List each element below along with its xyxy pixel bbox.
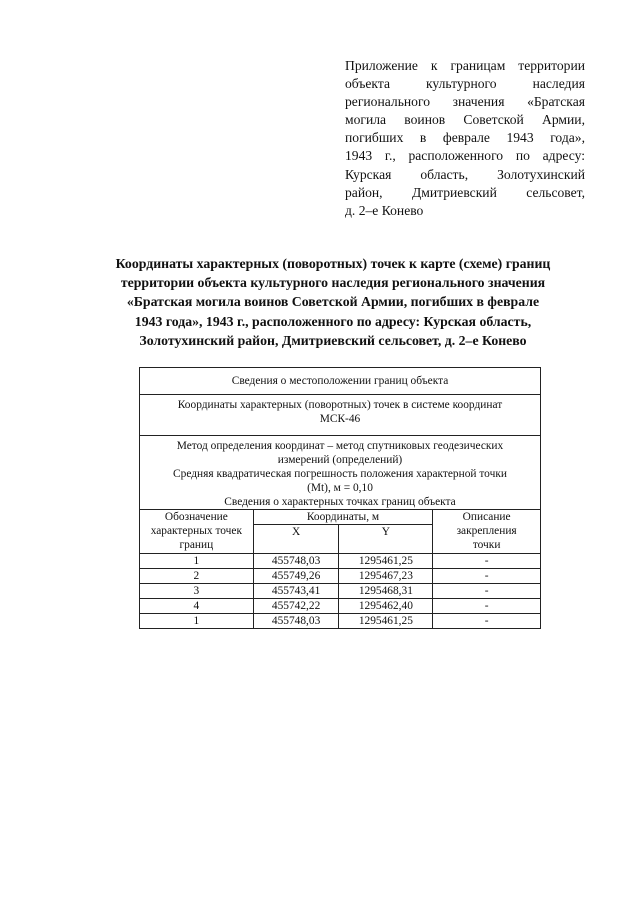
title-line: территории объекта культурного наследия регионального значения	[120, 275, 546, 291]
designation-header-line: Обозначение	[164, 511, 228, 523]
x-value: 455743,41	[253, 584, 339, 599]
annex-line: могила воинов Советской Армии,	[345, 112, 585, 128]
annex-line: Приложение к границам территории	[345, 58, 585, 73]
x-value: 455748,03	[253, 554, 339, 569]
document-title	[88, 254, 578, 350]
description-value: -	[433, 614, 541, 629]
method-text-2: измерений (определений)	[277, 454, 403, 466]
point-number: 3	[140, 584, 254, 599]
coordinates-table	[139, 367, 541, 629]
designation-header	[140, 510, 254, 554]
x-value: 455748,03	[253, 614, 339, 629]
point-number: 1	[140, 554, 254, 569]
y-value: 1295462,40	[339, 599, 433, 614]
annex-line: регионального значения «Братская	[345, 94, 585, 110]
designation-header-line: границ	[179, 539, 214, 551]
description-value: -	[433, 599, 541, 614]
annex-line: район, Дмитриевский сельсовет,	[345, 184, 585, 200]
annex-line: погибших в феврале 1943 года»,	[345, 130, 585, 146]
x-value: 455749,26	[253, 569, 339, 584]
annex-line: д. 2–е Конево	[345, 202, 424, 218]
coordinate-system-text: Координаты характерных (поворотных) точек в системе координат	[177, 399, 503, 411]
title-line: «Братская могила воинов Советской Армии, погибших в феврале	[126, 294, 540, 310]
title-line: 1943 года», 1943 г., расположенного по адресу: Курская область,	[134, 313, 532, 329]
description-header-line: точки	[472, 539, 501, 551]
error-text-1: Средняя квадратическая погрешность положения характерной точки	[173, 468, 507, 480]
title-line: Золотухинский район, Дмитриевский сельсовет, д. 2–е Конево	[139, 332, 527, 348]
table-row-method	[140, 436, 541, 510]
annex-line: объекта культурного наследия	[345, 76, 585, 92]
description-header-line: Описание	[462, 511, 511, 523]
coordinates-header: Координаты, м	[253, 510, 433, 525]
table-row-location	[140, 368, 541, 395]
annex-note	[345, 57, 585, 220]
table-row-system	[140, 395, 541, 436]
table-header-row	[140, 510, 541, 525]
description-value: -	[433, 569, 541, 584]
x-header: X	[253, 525, 339, 554]
description-value: -	[433, 554, 541, 569]
description-header-line: закрепления	[456, 525, 517, 537]
coordinate-system-name: МСК-46	[319, 413, 361, 425]
y-value: 1295468,31	[339, 584, 433, 599]
description-header	[433, 510, 541, 554]
table-row	[140, 599, 541, 614]
description-value: -	[433, 584, 541, 599]
table-row	[140, 554, 541, 569]
method-cell	[140, 436, 541, 510]
table-row	[140, 569, 541, 584]
y-value: 1295461,25	[339, 614, 433, 629]
annex-line: Курская область, Золотухинский	[345, 166, 585, 182]
y-value: 1295467,23	[339, 569, 433, 584]
point-number: 4	[140, 599, 254, 614]
table-row	[140, 584, 541, 599]
designation-header-line: характерных точек	[150, 525, 242, 537]
table-row	[140, 614, 541, 629]
coordinate-system-cell	[140, 395, 541, 436]
annex-line: 1943 г., расположенного по адресу:	[345, 148, 585, 164]
points-info-text: Сведения о характерных точках границ объекта	[224, 496, 456, 508]
method-text-1: Метод определения координат – метод спутниковых геодезических	[176, 440, 504, 452]
title-line: Координаты характерных (поворотных) точек к карте (схеме) границ	[115, 256, 551, 271]
point-number: 1	[140, 614, 254, 629]
x-value: 455742,22	[253, 599, 339, 614]
y-header: Y	[339, 525, 433, 554]
y-value: 1295461,25	[339, 554, 433, 569]
error-text-2: (Mt), м = 0,10	[307, 482, 373, 494]
location-header: Сведения о местоположении границ объекта	[140, 368, 541, 395]
point-number: 2	[140, 569, 254, 584]
